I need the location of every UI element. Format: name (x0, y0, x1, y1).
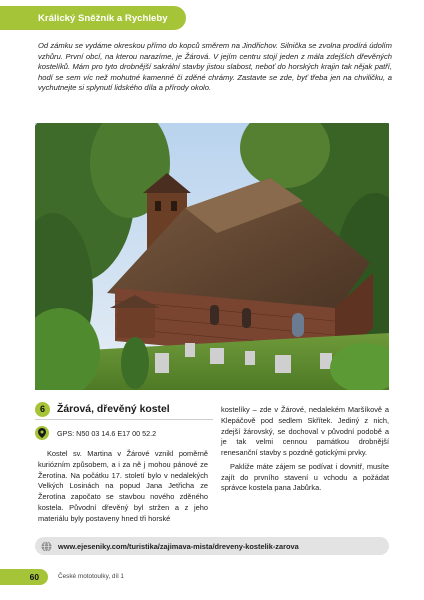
section-title: Žárová, dřevěný kostel (57, 403, 170, 415)
publication-name: České mototoulky, díl 1 (58, 573, 124, 580)
gps-row (35, 425, 213, 441)
body-paragraph: kostelíky – zde v Žárové, nedalekém Maršíkově a Klepáčově pod sedlem Skřítek. Jediný z nich, zdejší žárovský, se dochoval v původní podobě a je tak velmi cennou památkou drobnější renesanční stavby s pozdně gotickými prvky. (221, 405, 389, 457)
body-paragraph: Pakliže máte zájem se podívat i dovnitř, musíte zajít do prvního stavení u vchodu a požádat správce kostela pana Jabůrka. (221, 461, 389, 493)
gps-coordinates: GPS: N50 03 14.6 E17 00 52.2 (57, 428, 157, 438)
globe-icon (41, 541, 52, 552)
location-pin-icon (35, 426, 49, 440)
web-link-url[interactable]: www.ejeseniky.com/turistika/zajimava-mista/dreveny-kostelik-zarova (58, 541, 299, 551)
church-photo (35, 123, 389, 390)
header-band (0, 6, 186, 30)
footer-band (0, 569, 48, 585)
page-number: 60 (29, 572, 39, 582)
body-paragraph: Kostel sv. Martina v Žárové vznikl poměrně kuriózním způsobem, a i za ně j mohou pánové ze Žerotína. Na počátku 17. století bylo v nedalekých Velkých Losinách na popud Jana Jetřicha ze Žerotína započato se stavbou nového zděného kostela. Původní dřevěný byl stržen a z jeho materiálu byly postaveny hned tři horské (38, 449, 208, 523)
heading-divider (35, 419, 213, 420)
section-heading (35, 400, 213, 418)
running-header-title: Králický Sněžník a Rychleby (38, 12, 168, 24)
web-link-bar[interactable] (35, 537, 389, 555)
body-column-right (221, 405, 389, 494)
intro-paragraph: Od zámku se vydáme okreskou přímo do kopců směrem na Jindřichov. Silnička se zvolna prodírá údolím vzhůru. První obcí, na kterou narazíme, je Žárová. V jejím centru stojí jeden z mála zdejších dřevěných kostelíků. Mám pro tyto drobnější sakrální stavby jistou slabost, neboť do horských krajin tak nějak patří, hodí se sem víc než mohutné kamenné či zděné chrámy. Zastavte se zde, byť třeba jen na chviličku, a vychutnejte si splynutí lidského díla a přírody okolo. (38, 41, 392, 93)
body-column-left (38, 449, 208, 524)
section-number-badge: 6 (35, 402, 50, 417)
